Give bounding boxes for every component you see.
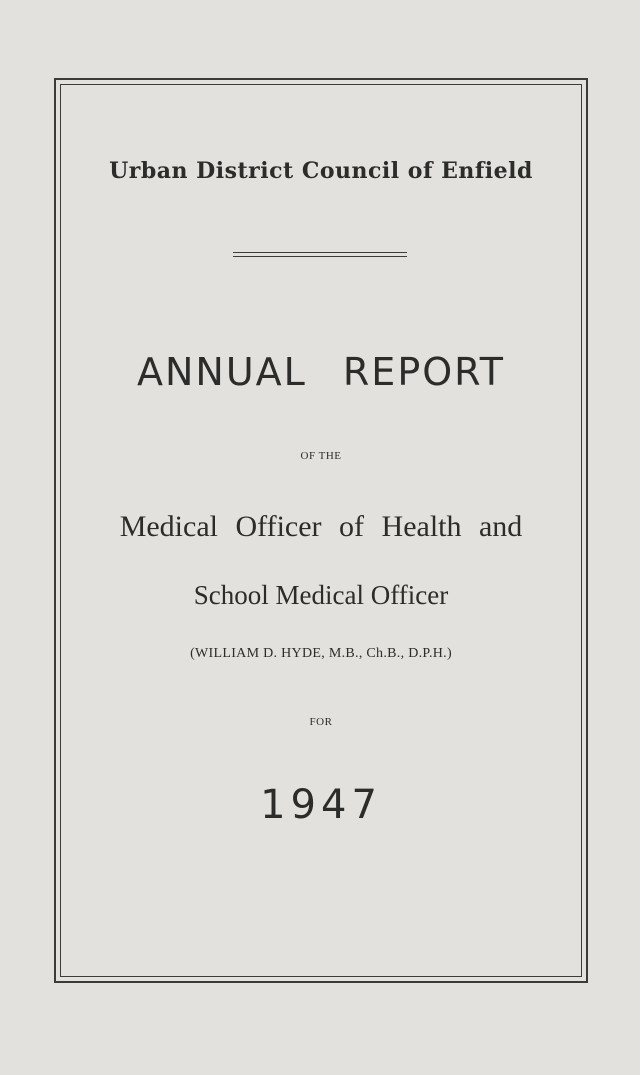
council-heading: Urban District Council of Enfield	[109, 158, 533, 184]
officer-title-line1: Medical Officer of Health and	[119, 510, 523, 543]
officer-title-line2: School Medical Officer	[193, 580, 449, 610]
for-text: FOR	[309, 716, 333, 728]
divider-rule-top	[233, 252, 407, 253]
divider-rule-bottom	[233, 256, 407, 257]
of-the-text: OF THE	[300, 450, 342, 462]
report-year: 1947	[260, 782, 382, 828]
report-title: ANNUAL REPORT	[137, 350, 505, 394]
author-name: (WILLIAM D. HYDE, M.B., Ch.B., D.P.H.)	[190, 646, 452, 661]
